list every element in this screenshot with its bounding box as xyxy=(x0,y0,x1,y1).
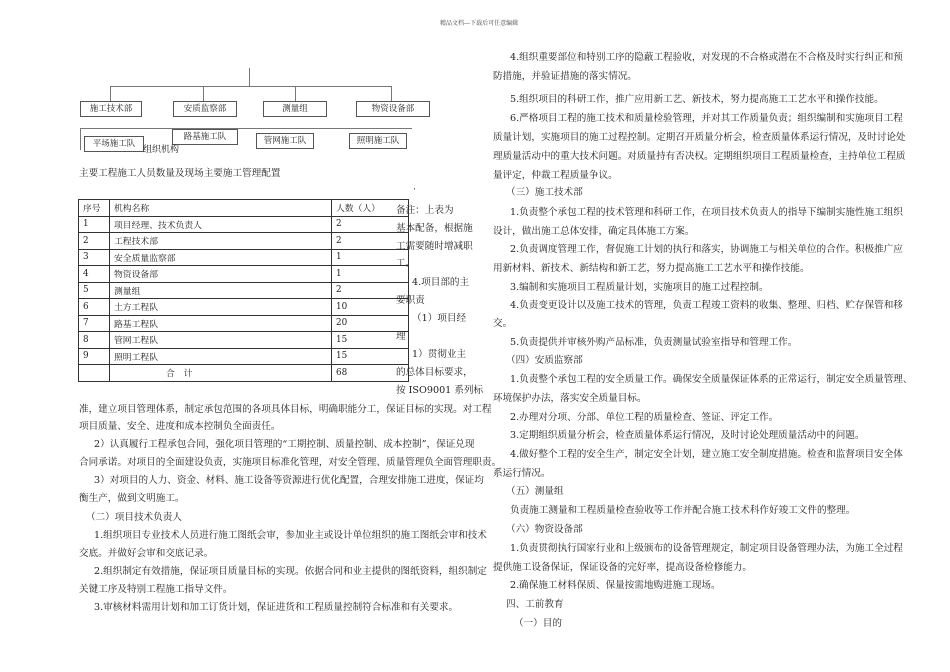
paragraph-line: 负责施工测量和工程质量检查验收等工作并配合施工技术科作好竣工文件的整理。 xyxy=(510,505,856,516)
section-heading: （1）项目经 xyxy=(412,313,467,324)
table-cell: 照明工程队 xyxy=(110,348,332,365)
connector-line xyxy=(203,86,204,101)
section-heading: （四）安质监察部 xyxy=(506,355,583,366)
department-box: 施工技术部 xyxy=(80,101,142,117)
paragraph-line: 量评定，仲裁工程质量争议。 xyxy=(493,170,618,181)
paragraph-line: 防措施，并验证措施的落实情况。 xyxy=(493,71,637,82)
table-row xyxy=(79,348,409,365)
table-cell: 15 xyxy=(332,348,409,365)
connector-line xyxy=(391,86,392,101)
table-cell: 1 xyxy=(79,216,110,233)
table-row xyxy=(79,282,409,299)
paragraph-line: 理质量活动中的重大技术问题。对质量持有否决权。定期组织项目工程质量检查，主持单位工程质 xyxy=(493,151,906,162)
paragraph-line: 6.严格项目工程的施工技术和质量检验管理，并对其工作质量负责；组织编制和实施项目工程 xyxy=(510,113,903,124)
paragraph-line: 项目质量、安全、进度和成本控制负全面责任。 xyxy=(79,421,281,432)
table-cell: 管网工程队 xyxy=(110,332,332,349)
paragraph-line: 4.负责变更设计以及施工技术的管理，负责工程竣工资料的收集、整理、归档、贮存保管和移 xyxy=(510,300,903,311)
paragraph-line: 3.审核材料需用计划和加工订货计划，保证进货和工程质量控制符合标准和有关要求。 xyxy=(94,602,459,613)
department-box: 物资设备部 xyxy=(356,101,430,117)
paragraph-line: 2.负责调度管理工作，督促施工计划的执行和落实，协调施工与相关单位的合作。积极推广应 xyxy=(510,244,903,255)
note-line: 备注：上表为 xyxy=(396,205,454,216)
table-header-cell: 人数（人） xyxy=(332,200,409,217)
paragraph-line: 3）对项目的人力、资金、材料、施工设备等资源进行优化配置，合理安排施工进度，保证均 xyxy=(94,475,484,486)
table-header-cell: 机构名称 xyxy=(110,200,332,217)
paragraph-line: 1.负责整个承包工程的安全质量工作。确保安全质量保证体系的正常运行，制定安全质量管理、 xyxy=(510,374,913,385)
table-cell: 8 xyxy=(79,332,110,349)
paragraph-line: 的总体目标要求， xyxy=(396,367,473,378)
table-cell: 1 xyxy=(332,266,409,283)
table-cell: 安全质量监察部 xyxy=(110,249,332,266)
paragraph-line: 1.负责贯彻执行国家行业和上级颁布的设备管理规定，制定项目设备管理办法，为施工全过程 xyxy=(510,543,903,554)
section-heading: 四、工前教育 xyxy=(506,599,564,610)
table-cell: 10 xyxy=(332,299,409,316)
connector-line xyxy=(110,86,392,87)
team-box: 管网施工队 xyxy=(256,133,314,149)
paragraph-line: 4.组织重要部位和特别工序的隐蔽工程验收，对发现的不合格或潜在不合格及时实行纠正和预 xyxy=(510,52,903,63)
table-cell: 2 xyxy=(79,233,110,250)
table-row xyxy=(79,216,409,233)
paragraph-line: 关键工序及特别工程施工指导文件。 xyxy=(79,584,233,595)
paragraph-line: 交底。并做好会审和交底记录。 xyxy=(79,548,214,559)
connector-line xyxy=(295,86,296,101)
table-cell: 20 xyxy=(332,315,409,332)
paragraph-line: 1.组织项目专业技术人员进行施工图纸会审，参加业主或设计单位组织的施工图纸会审和技术 xyxy=(94,530,487,541)
paragraph-line: 交。 xyxy=(493,318,513,329)
note-line: 基本配备，根据施 xyxy=(396,223,473,234)
paragraph-line: 按 ISO9001 系列标 xyxy=(396,385,484,396)
paragraph-line: 设计，做出施工总体安排，确定具体施工方案。 xyxy=(493,226,695,237)
paragraph-line: 5.组织项目的科研工作，推广应用新工艺、新技术，努力提高施工工艺水平和操作技能。 xyxy=(510,94,884,105)
paragraph-line: 用新材料、新技术、新结构和新工艺，努力提高施工工艺水平和操作技能。 xyxy=(493,263,810,274)
table-cell: 7 xyxy=(79,315,110,332)
section-heading: （六）物资设备部 xyxy=(506,524,583,535)
section-heading: 理 xyxy=(396,331,406,342)
team-box: 路基施工队 xyxy=(172,129,238,145)
note-line: 工。 xyxy=(396,258,416,269)
total-label: 合 计 xyxy=(110,365,332,382)
table-row xyxy=(79,249,409,266)
paragraph-line: 合同承诺。对项目的全面建设负责，实施项目标准化管理，对安全管理、质量管理负全面管理职责。 xyxy=(79,457,502,468)
table-row xyxy=(79,233,409,250)
paragraph-line: 准，建立项目管理体系，制定承包范围的各项具体目标，明确职能分工，保证目标的实现。对工程 xyxy=(79,404,492,415)
table-cell: 土方工程队 xyxy=(110,299,332,316)
paragraph-line: 3.编制和实施项目工程质量计划，实施项目的施工过程控制。 xyxy=(510,282,769,293)
table-cell: 6 xyxy=(79,299,110,316)
table-row xyxy=(79,266,409,283)
table-cell: 9 xyxy=(79,348,110,365)
table-cell: 1 xyxy=(332,249,409,266)
table-header-cell: 序号 xyxy=(79,200,110,217)
section-heading: （三）施工技术部 xyxy=(506,187,583,198)
table-cell: 2 xyxy=(332,233,409,250)
paragraph-line: 2.组织制定有效措施，保证项目质量目标的实现。依据合同和业主提供的图纸资料，组织制定 xyxy=(94,566,487,577)
connector-line xyxy=(80,128,81,150)
section-heading: 要职责 xyxy=(396,295,425,306)
paragraph-line: 衡生产，做到文明施工。 xyxy=(79,493,185,504)
table-cell: 3 xyxy=(79,249,110,266)
team-box: 平场施工队 xyxy=(84,136,144,152)
table-cell: 5 xyxy=(79,282,110,299)
table-row xyxy=(79,299,409,316)
table-row xyxy=(79,315,409,332)
paragraph-line: 3.定期组织质量分析会，检查质量体系运行情况，及时讨论处理质量活动中的问题。 xyxy=(510,430,865,441)
section-heading: （一）目的 xyxy=(514,618,562,629)
paragraph-line: 2.确保施工材料保质、保量按需地购进施工现场。 xyxy=(510,580,721,591)
page-header: 精品文档---下载后可任意编辑 xyxy=(440,20,519,27)
paragraph-line: 质量计划，实施项目的施工过程控制。定期召开质量分析会，检查质量体系运行情况，及时讨论处 xyxy=(493,132,906,143)
table-cell: 项目经理、技术负责人 xyxy=(110,216,332,233)
paragraph-line: 2）认真履行工程承包合同，强化项目管理的“工期控制、质量控制、成本控制”，保证兑现 xyxy=(94,439,475,450)
paragraph-line: 4.做好整个工程的安全生产，制定安全计划，建立施工安全制度措施。检查和监督项目安全体 xyxy=(510,449,903,460)
table-cell: 2 xyxy=(332,216,409,233)
connector-line xyxy=(110,86,111,101)
department-box: 安质监察部 xyxy=(173,101,237,117)
table-cell: 4 xyxy=(79,266,110,283)
table-cell: 15 xyxy=(332,332,409,349)
table-row xyxy=(79,332,409,349)
note-line: 工需要随时增减职 xyxy=(396,241,473,252)
table-cell: 物资设备部 xyxy=(110,266,332,283)
team-box: 照明施工队 xyxy=(349,133,407,149)
paragraph-line: 1）贯彻业主 xyxy=(412,349,467,360)
section-heading: 4.项目部的主 xyxy=(412,277,470,288)
paragraph-line: 环境保护办法，落实安全质量目标。 xyxy=(493,393,647,404)
org-chart-caption: 组织机构 xyxy=(143,145,180,155)
dot: · xyxy=(413,184,417,195)
paragraph-line: 1.负责整个承包工程的技术管理和科研工作，在项目技术负责人的指导下编制实施性施工组织 xyxy=(510,207,903,218)
paragraph-line: 系运行情况。 xyxy=(493,468,551,479)
table-cell: 测量组 xyxy=(110,282,332,299)
table-title: 主要工程施工人员数量及现场主要施工管理配置 xyxy=(79,168,281,179)
table-header-row xyxy=(79,200,409,217)
table-cell: 2 xyxy=(332,282,409,299)
total-value: 68 xyxy=(332,365,409,382)
paragraph-line: 2.办理对分项、分部、单位工程的质量检查、签证、评定工作。 xyxy=(510,412,779,423)
table-total-row xyxy=(79,365,409,382)
connector-line xyxy=(80,128,412,129)
staff-table xyxy=(78,199,409,382)
table-cell: 路基工程队 xyxy=(110,315,332,332)
section-heading: （五）测量组 xyxy=(506,486,564,497)
table-cell xyxy=(79,365,110,382)
table-cell: 工程技术部 xyxy=(110,233,332,250)
paragraph-line: 提供施工设备保证，保证设备的完好率，提高设备检修能力。 xyxy=(493,562,753,573)
department-box: 测量组 xyxy=(263,101,327,117)
connector-line xyxy=(249,68,250,86)
section-heading: （二）项目技术负责人 xyxy=(86,512,182,523)
paragraph-line: 5.负责提供并审核外购产品标准，负责测量试验室指导和管理工作。 xyxy=(510,337,798,348)
